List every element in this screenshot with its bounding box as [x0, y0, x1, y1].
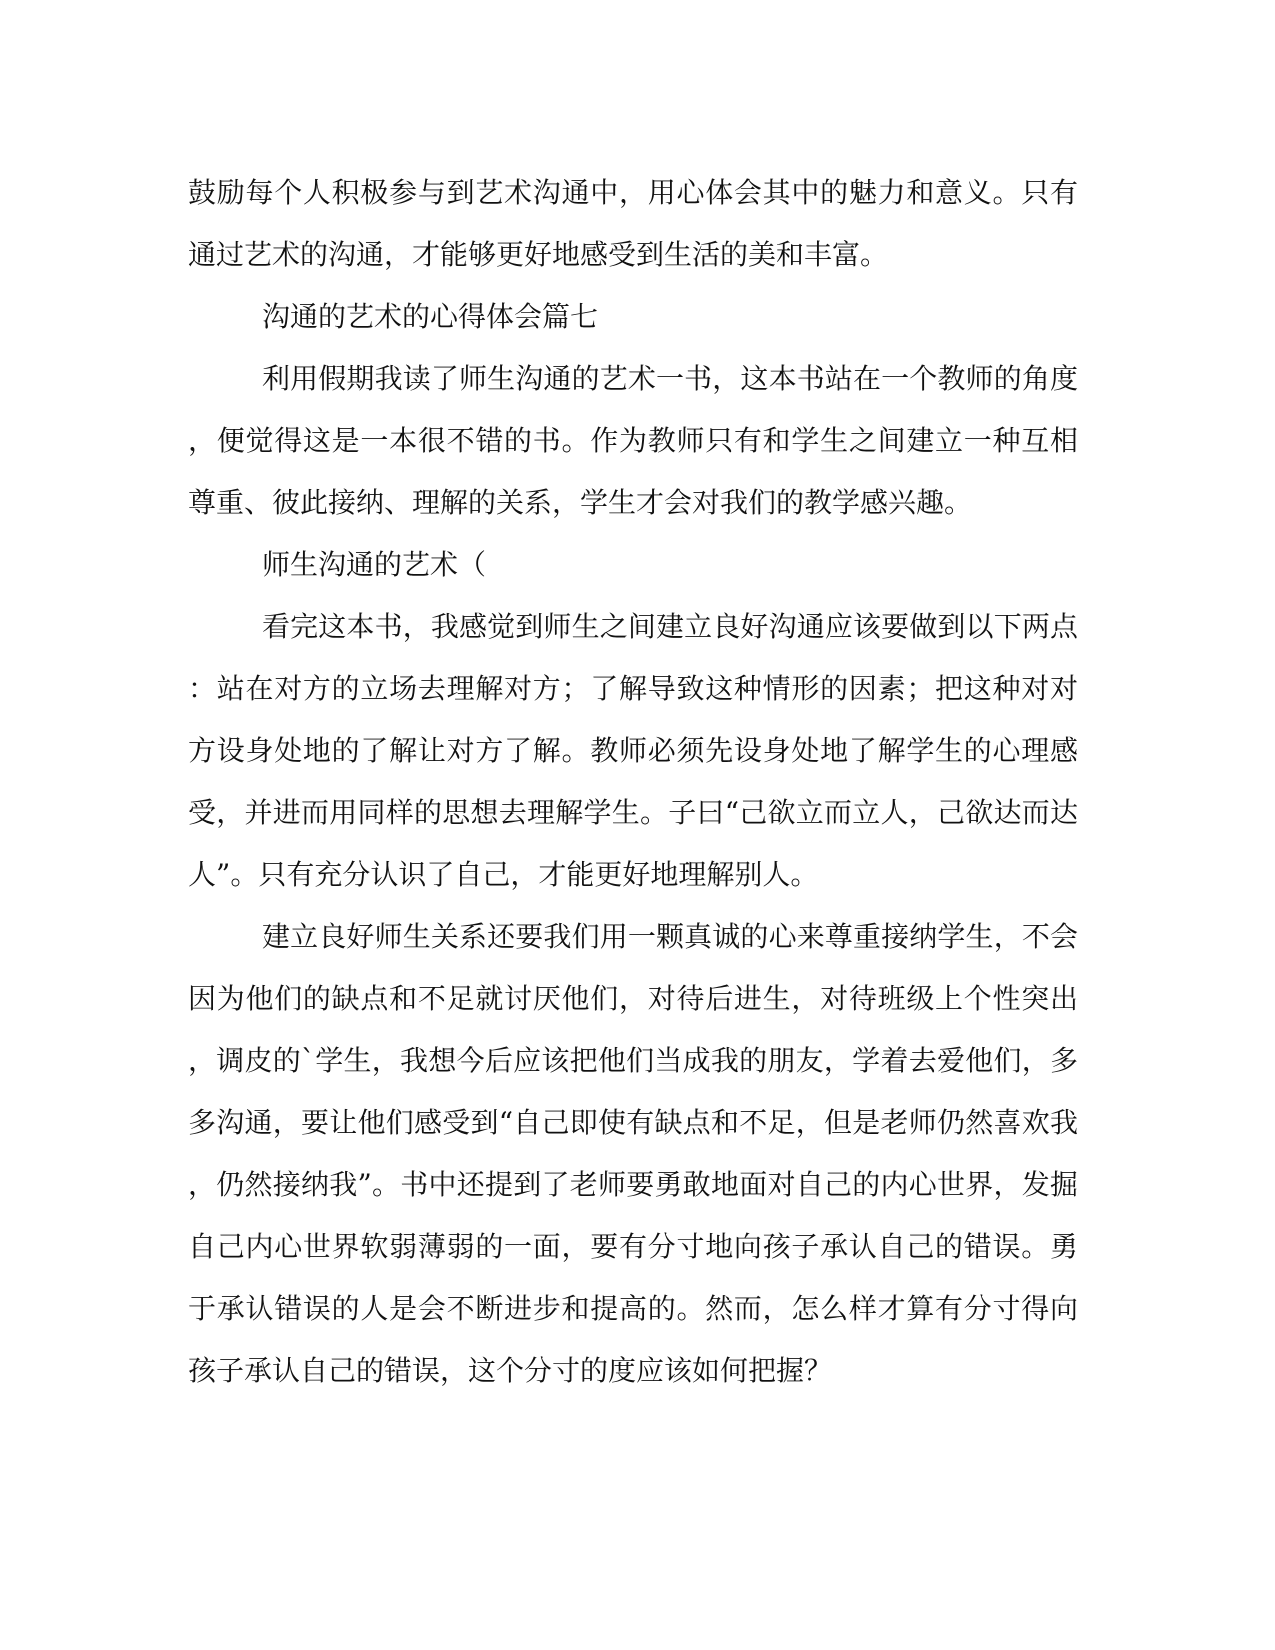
paragraph-intro: 利用假期我读了师生沟通的艺术一书，这本书站在一个教师的角度，便觉得这是一本很不错的书。作为教师只有和学生之间建立一种互相尊重、彼此接纳、理解的关系，学生才会对我们的教学感兴趣。 [188, 362, 1078, 519]
section-heading: 沟通的艺术的心得体会篇七 [262, 300, 599, 333]
paragraph-two-points: 看完这本书，我感觉到师生之间建立良好沟通应该要做到以下两点：站在对方的立场去理解对方；了解导致这种情形的因素；把这种对对方设身处地的了解让对方了解。教师必须先设身处地了解学生的心理感受，并进而用同样的思想去理解学生。子曰“己欲立而立人，己欲达而达人”。只有充分认识了自己，才能更好地理解别人。 [188, 610, 1078, 891]
document-body [188, 162, 1078, 1402]
book-title-line: 师生沟通的艺术（ [262, 548, 487, 581]
paragraph-respect: 建立良好师生关系还要我们用一颗真诚的心来尊重接纳学生，不会因为他们的缺点和不足就讨厌他们，对待后进生，对待班级上个性突出，调皮的`学生，我想今后应该把他们当成我的朋友，学着去爱他们，多多沟通，要让他们感受到“自己即使有缺点和不足，但是老师仍然喜欢我，仍然接纳我”。书中还提到了老师要勇敢地面对自己的内心世界，发掘自己内心世界软弱薄弱的一面，要有分寸地向孩子承认自己的错误。勇于承认错误的人是会不断进步和提高的。然而，怎么样才算有分寸得向孩子承认自己的错误，这个分寸的度应该如何把握？ [188, 920, 1078, 1387]
paragraph-continuation: 鼓励每个人积极参与到艺术沟通中，用心体会其中的魅力和意义。只有通过艺术的沟通，才能够更好地感受到生活的美和丰富。 [188, 176, 1078, 271]
